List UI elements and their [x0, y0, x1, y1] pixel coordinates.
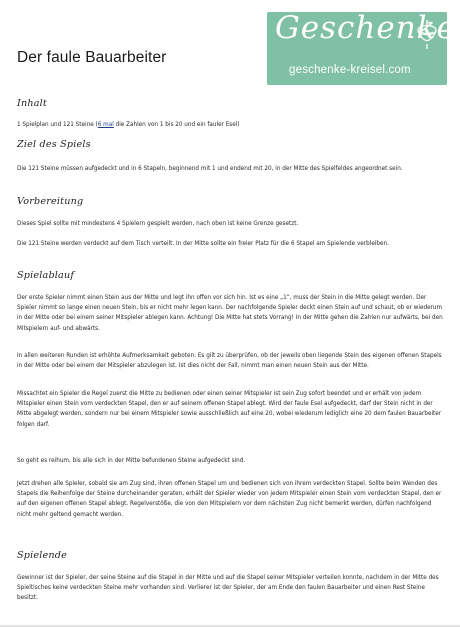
- inhalt-text-part: die Zahlen von 1 bis 20 und ein fauler Esel): [113, 122, 240, 128]
- vorbereitung-text-2: Die 121 Steine werden verdeckt auf dem Tisch verteilt. In der Mitte sollte ein freier Platz für die 6 Stapel am Spielende verbleiben.: [17, 241, 389, 247]
- logo-url: geschenke-kreisel.com: [289, 64, 411, 76]
- vorbereitung-text-1: Dieses Spiel sollte mit mindestens 4 Spielern gespielt werden, nach oben ist keine Grenze gesetzt.: [17, 221, 299, 227]
- brand-logo[interactable]: [267, 10, 456, 85]
- section-heading-spielablauf: Spielablauf: [17, 270, 75, 281]
- section-heading-spielende: Spielende: [17, 550, 68, 561]
- section-heading-inhalt: Inhalt: [17, 98, 47, 109]
- inhalt-link[interactable]: 6 mal: [97, 122, 114, 128]
- spinning-top-icon: [416, 20, 438, 50]
- section-heading-ziel: Ziel des Spiels: [17, 139, 91, 150]
- spielablauf-text-3: Missachtet ein Spieler die Regel zuerst die Mitte zu bedienen oder einen seiner Mitspieler ist sein Zug sofort beendet und er erhält von jedem Mitspieler einen Stein vom verdeckten Stapel, den er auf seinem offenen Stapel ablegt. Wird der faule Esel aufgedeckt, darf der Stein nicht in der Mitte abgelegt werden, sondern nur bei einem Mitspieler sowie ausschließlich auf eine 20, wobei wiederum lediglich eine 20 dem faulen Bauarbeiter folgen darf.: [17, 391, 442, 428]
- spielablauf-text-5: Jetzt drehen alle Spieler, sobald sie am Zug sind, ihren offenen Stapel um und bedienen sich von ihrem verdeckten Stapel. Sollte beim Wenden des Stapels die Reihenfolge der Steine durcheinander geraten, erhält der Spieler wieder von jedem Mitspieler einen Stein vom verdeckten Stapel, den er auf den eigenen offenen Stapel ablegt. Regelverstöße, die von den Mitspielern vor dem nächsten Zug nicht bemerkt werden, dürfen nachfolgend nicht mehr geltend gemacht werden.: [17, 481, 442, 518]
- spielende-text: Gewinner ist der Spieler, der seine Steine auf die Stapel in der Mitte und auf die Stapel seiner Mitspieler verteilen konnte, nachdem in der Mitte des Spieltisches keine verdeckten Steine mehr vorhanden sind. Verlierer ist der Spieler, der am Ende den faulen Bauarbeiter und einen Rest Steine besitzt.: [17, 575, 439, 602]
- inhalt-text: [17, 120, 445, 130]
- spielablauf-text-2: In allen weiteren Runden ist erhöhte Aufmerksamkeit geboten: Es gilt zu überprüfen, ob der jeweils oben liegende Stein des eigenen offenen Stapels in der Mitte oder bei einem der Mitspieler abzulegen ist. Ist dies nicht der Fall, nimmt man einen neuen Stein aus der Mitte.: [17, 353, 442, 370]
- page-title: Der faule Bauarbeiter: [17, 49, 167, 66]
- logo-wordmark: Geschenke: [275, 10, 456, 46]
- spielablauf-text-1: Der erste Spieler nimmt einen Stein aus der Mitte und legt ihn offen vor sich hin. Ist es eine „1“, muss der Stein in die Mitte gelegt werden. Der Spieler nimmt so lange einen neuen Stein, bis er nicht mehr legen kann. Der nachfolgende Spieler deckt einen Stein auf und schaut, ob er wiederum in der Mitte oder bei einem seiner Mitspieler ablegen kann. Achtung! Die Mitte hat stets Vorrang! In der Mitte gehen die Zahlen nur aufwärts, bei den Mitspielern auf- und abwärts.: [17, 295, 443, 332]
- section-heading-vorbereitung: Vorbereitung: [17, 196, 84, 207]
- inhalt-text-part: 1 Spielplan und 121 Steine (: [17, 122, 98, 128]
- ziel-text: Die 121 Steine müssen aufgedeckt und in 6 Stapeln, beginnend mit 1 und endend mit 20, in der Mitte des Spielfeldes angeordnet sein.: [17, 166, 403, 172]
- spielablauf-text-4: So geht es reihum, bis alle sich in der Mitte befundenen Steine aufgedeckt sind.: [17, 458, 246, 464]
